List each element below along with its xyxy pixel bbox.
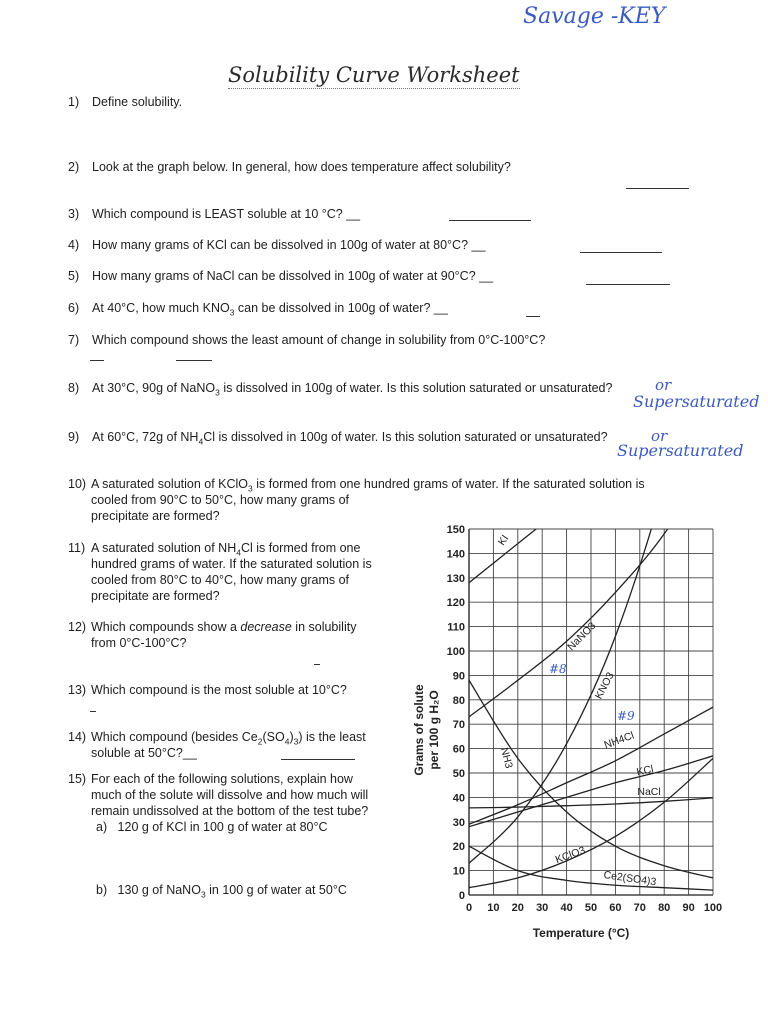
y-tick-label: 70 xyxy=(452,719,465,732)
question-text: Look at the graph below. In general, how does temperature affect solubility? xyxy=(92,160,511,174)
question-text: much of the solute will dissolve and how much will xyxy=(91,788,369,802)
question-text: soluble at 50°C?__ xyxy=(91,746,197,760)
handwritten-answer-8: Supersaturated xyxy=(633,392,760,411)
x-tick-label: 30 xyxy=(536,902,549,914)
answer-blank[interactable] xyxy=(586,284,670,285)
question-number: 9) xyxy=(68,430,80,444)
y-tick-label: 80 xyxy=(452,694,465,707)
chart-curve-labels xyxy=(496,533,661,889)
question-number: 10) xyxy=(68,477,87,491)
subscript: 3 xyxy=(229,307,235,318)
x-tick-label: 50 xyxy=(584,902,598,914)
question-text: ) xyxy=(289,730,294,744)
question-number: 15) xyxy=(68,772,87,786)
question-number: 12) xyxy=(68,620,87,634)
question-text: 120 g of KCl in 100 g of water at 80°C xyxy=(117,820,328,834)
question-text: At 30°C, 90g of NaNO xyxy=(92,381,216,395)
question-text: can be dissolved in 100g of water? __ xyxy=(234,301,448,315)
question-number: 2) xyxy=(68,160,80,174)
y-axis-label-line1: Grams of solute xyxy=(412,684,426,776)
question-text: is dissolved in 100g of water. Is this solution saturated or unsaturated? xyxy=(219,381,613,395)
curve-label-nh3: NH3 xyxy=(497,746,515,770)
question-number: 8) xyxy=(68,381,80,395)
handwritten-or-8: or xyxy=(655,376,672,394)
question-text: How many grams of KCl can be dissolved in 100g of water at 80°C? __ xyxy=(92,238,486,252)
question-text: in solubility xyxy=(291,620,357,634)
x-tick-label: 100 xyxy=(703,902,723,914)
x-tick-label: 70 xyxy=(633,902,646,914)
answer-blank[interactable] xyxy=(90,711,96,712)
solubility-chart xyxy=(405,515,765,945)
x-tick-label: 60 xyxy=(609,902,622,914)
y-axis-label-line2: per 100 g H₂O xyxy=(427,690,441,770)
curve-label-kclo3: KClO3 xyxy=(553,844,587,867)
curve-label-nano3: NaNO3 xyxy=(565,619,599,654)
y-tick-label: 20 xyxy=(452,841,465,854)
y-tick-label: 10 xyxy=(452,865,465,878)
question-number: 11) xyxy=(68,541,86,555)
question-number: 5) xyxy=(68,269,80,283)
question-text: cooled from 80°C to 40°C, how many grams of xyxy=(91,573,350,587)
question-text: How many grams of NaCl can be dissolved in 100g of water at 90°C? __ xyxy=(92,269,494,283)
y-tick-label: 30 xyxy=(452,816,465,829)
answer-blank[interactable] xyxy=(526,316,540,317)
handwritten-mark-9: #9 xyxy=(617,709,635,723)
question-number: 13) xyxy=(68,683,87,697)
answer-blank[interactable] xyxy=(281,759,355,760)
question-text: Which compound (besides Ce xyxy=(91,730,258,744)
chart-grid xyxy=(469,529,713,895)
subscript: 3 xyxy=(215,387,220,398)
question-text: precipitate are formed? xyxy=(91,589,220,603)
y-tick-label: 40 xyxy=(452,792,465,805)
curve-label-ce2so43: Ce2(SO4)3 xyxy=(602,869,658,889)
question-text: (SO xyxy=(262,730,285,744)
question-number: 7) xyxy=(68,333,80,347)
subscript: 4 xyxy=(284,736,290,747)
y-tick-label: 90 xyxy=(452,670,465,683)
question-text: precipitate are formed? xyxy=(91,509,220,523)
question-text: A saturated solution of KClO xyxy=(91,477,249,491)
question-text: in 100 g of water at 50°C xyxy=(205,883,347,897)
question-number: 14) xyxy=(68,730,87,744)
handwritten-answer-9: Supersaturated xyxy=(617,441,744,460)
question-text: 130 g of NaNO xyxy=(117,883,201,897)
x-tick-label: 40 xyxy=(560,902,573,914)
curve-label-kcl: KCl xyxy=(635,763,655,779)
question-text: A saturated solution of NH xyxy=(91,541,237,555)
y-tick-label: 50 xyxy=(452,768,465,780)
question-number: 6) xyxy=(68,301,80,315)
question-number: 4) xyxy=(68,238,80,252)
handwritten-mark-8: #8 xyxy=(549,662,567,676)
question-text: Cl is dissolved in 100g of water. Is this solution saturated or unsaturated? xyxy=(203,430,608,444)
y-tick-label: 140 xyxy=(446,548,465,561)
curve-label-nh4cl: NH4Cl xyxy=(602,729,636,752)
x-tick-label: 80 xyxy=(658,902,671,914)
part-label: b) xyxy=(96,883,108,897)
x-tick-label: 90 xyxy=(682,902,695,914)
y-tick-label: 110 xyxy=(447,621,465,634)
curve-label-kno3: KNO3 xyxy=(592,670,617,702)
question-text: Which compound is LEAST soluble at 10 °C? __ xyxy=(92,207,361,221)
answer-blank[interactable] xyxy=(314,664,320,665)
answer-blank[interactable] xyxy=(449,220,531,221)
subscript: 4 xyxy=(236,547,241,558)
question-number: 1) xyxy=(68,95,80,109)
x-axis-label: Temperature (°C) xyxy=(532,926,630,940)
question-text: ) is the least xyxy=(298,730,366,744)
emphasis-text: decrease xyxy=(240,620,292,634)
x-tick-label: 0 xyxy=(465,902,473,914)
subscript: 3 xyxy=(200,889,206,900)
curve-label-nacl: NaCl xyxy=(637,785,661,798)
x-tick-label: 10 xyxy=(487,902,500,914)
answer-blank[interactable] xyxy=(176,360,212,361)
question-text: remain undissolved at the bottom of the test tube? xyxy=(91,804,369,818)
answer-blank[interactable] xyxy=(580,252,662,253)
y-tick-label: 60 xyxy=(452,743,465,756)
y-tick-label: 100 xyxy=(446,646,465,658)
subscript: 4 xyxy=(198,436,204,447)
y-tick-label: 120 xyxy=(446,597,465,610)
handwritten-key-header: Savage -KEY xyxy=(523,4,666,29)
question-text: from 0°C-100°C? xyxy=(91,636,187,650)
question-number: 3) xyxy=(68,207,80,221)
x-tick-label: 20 xyxy=(511,902,524,914)
subscript: 3 xyxy=(293,736,299,747)
question-text: Which compound is the most soluble at 10°C? xyxy=(91,683,347,697)
answer-blank[interactable] xyxy=(626,188,689,189)
question-text: Which compounds show a xyxy=(91,620,241,634)
question-text: Define solubility. xyxy=(92,95,183,109)
question-text: At 60°C, 72g of NH xyxy=(92,430,199,444)
answer-blank[interactable] xyxy=(90,360,104,361)
question-text: Which compound shows the least amount of change in solubility from 0°C-100°C? xyxy=(92,333,546,347)
y-tick-label: 0 xyxy=(458,890,465,902)
question-text: Cl is formed from one xyxy=(240,541,361,555)
subscript: 2 xyxy=(257,736,263,747)
y-tick-label: 130 xyxy=(446,572,465,585)
curve-label-ki: KI xyxy=(495,532,512,548)
question-text: cooled from 90°C to 50°C, how many grams of xyxy=(91,493,350,507)
subscript: 3 xyxy=(248,483,253,494)
question-text: At 40°C, how much KNO xyxy=(92,301,230,315)
part-label: a) xyxy=(96,820,108,834)
handwritten-or-9: or xyxy=(651,427,668,445)
question-text: is formed from one hundred grams of water. If the saturated solution is xyxy=(252,477,645,491)
y-tick-label: 150 xyxy=(446,524,465,536)
worksheet-title: Solubility Curve Worksheet xyxy=(228,63,520,87)
question-text: hundred grams of water. If the saturated solution is xyxy=(91,557,372,571)
question-text: For each of the following solutions, explain how xyxy=(91,772,353,786)
